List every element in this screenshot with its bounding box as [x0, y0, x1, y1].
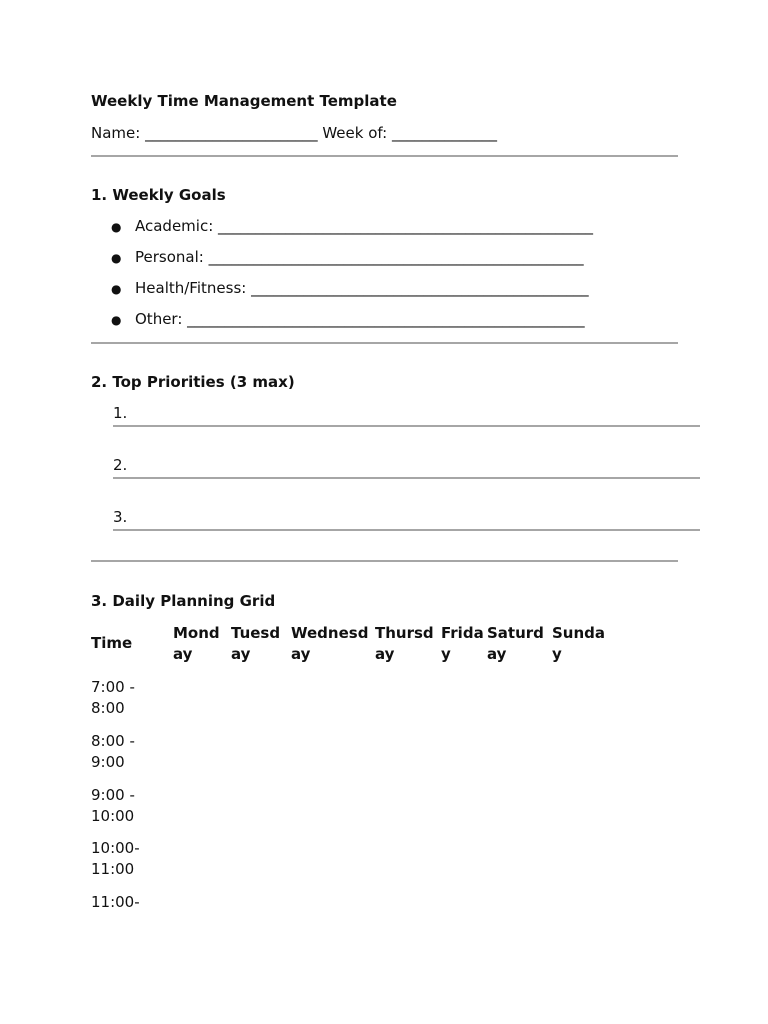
grid-header-thursday: Thursday — [375, 624, 434, 663]
priority-number: 3. — [113, 508, 128, 526]
weekly-goals-heading: 1. Weekly Goals — [91, 186, 226, 204]
grid-header-time: Time — [91, 634, 133, 652]
time-slot: 7:00 - 8:00 — [91, 678, 135, 717]
priorities-heading: 2. Top Priorities (3 max) — [91, 373, 295, 391]
priority-line — [113, 477, 700, 479]
grid-header-tuesday: Tuesday — [231, 624, 281, 663]
divider — [91, 560, 678, 562]
grid-header-wednesday: Wednesday — [291, 624, 369, 663]
priority-line — [113, 529, 700, 531]
divider — [91, 342, 678, 344]
name-week-line: Name: _______________________ Week of: ______________ — [91, 124, 497, 142]
grid-header-monday: Monday — [173, 624, 220, 663]
priority-line — [113, 425, 700, 427]
goal-health-fitness: Health/Fitness: _____________________________________________ — [135, 279, 589, 297]
grid-header-saturday: Saturday — [487, 624, 544, 663]
goal-personal: Personal: __________________________________________________ — [135, 248, 584, 266]
bullet-icon: ● — [111, 282, 122, 296]
divider — [91, 155, 678, 157]
document-title: Weekly Time Management Template — [91, 92, 397, 110]
bullet-icon: ● — [111, 313, 122, 327]
time-slot: 10:00- 11:00 — [91, 839, 140, 878]
goal-academic: Academic: __________________________________________________ — [135, 217, 594, 235]
goal-other: Other: _____________________________________________________ — [135, 310, 585, 328]
grid-header-sunday: Sunday — [552, 624, 606, 663]
time-slot: 8:00 - 9:00 — [91, 732, 135, 771]
time-slot: 9:00 - 10:00 — [91, 786, 135, 825]
time-slot: 11:00- — [91, 893, 140, 911]
bullet-icon: ● — [111, 251, 122, 265]
priority-number: 2. — [113, 456, 128, 474]
bullet-icon: ● — [111, 220, 122, 234]
grid-heading: 3. Daily Planning Grid — [91, 592, 276, 610]
grid-header-friday: Friday — [441, 624, 484, 663]
priority-number: 1. — [113, 404, 128, 422]
